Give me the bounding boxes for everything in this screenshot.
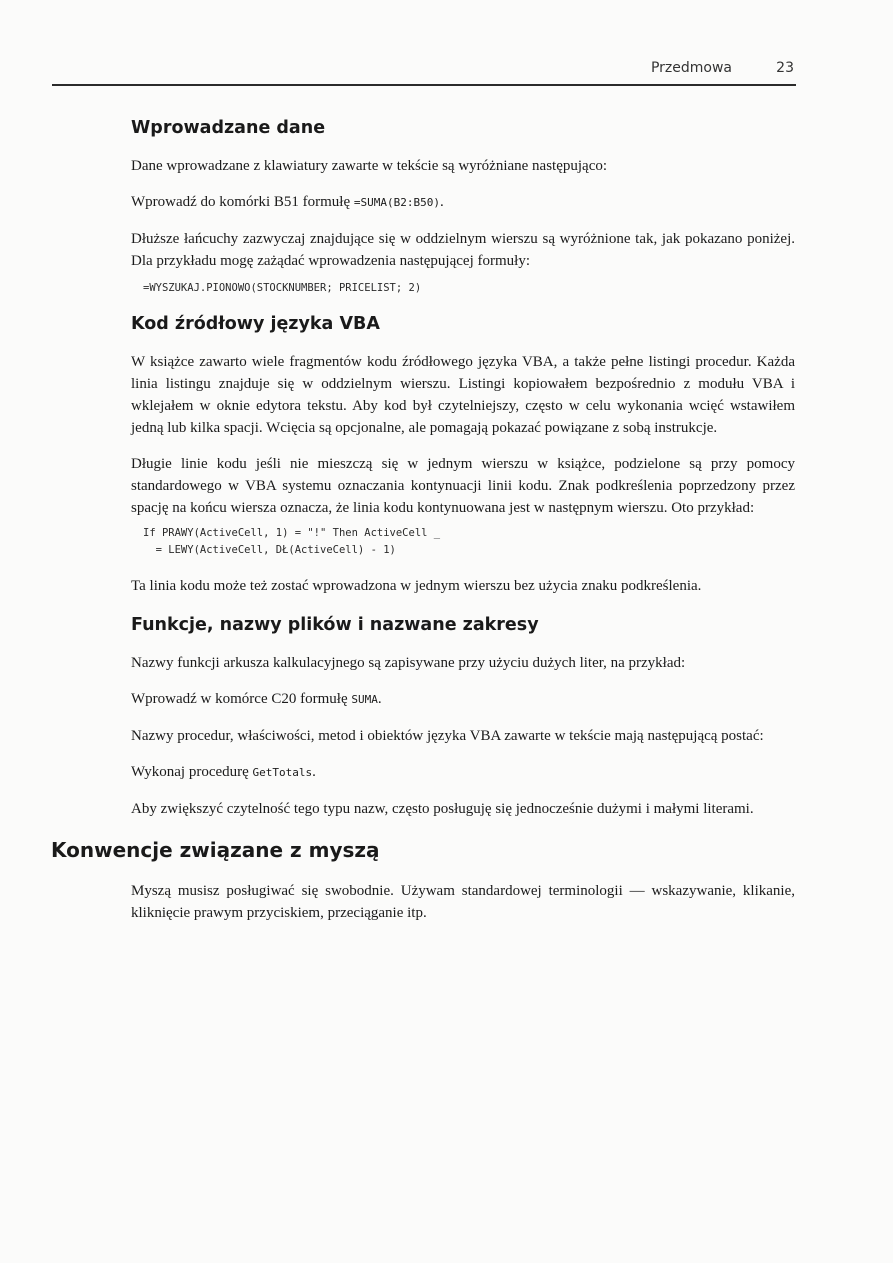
- paragraph: Dane wprowadzane z klawiatury zawarte w tekście są wyróżniane następująco:: [131, 158, 608, 174]
- text-run: .: [439, 194, 444, 210]
- paragraph: Długie linie kodu jeśli nie mieszczą się w jednym wierszu w książce, podzielone są przy pomocy standardowego w VBA systemu oznaczania kontynuacji linii kodu. Znak podkreślenia poprzedzony przez spację na końcu wiersza oznacza, że linia kodu kontynuowana jest w następnym wierszu. Oto przykład:: [131, 456, 795, 516]
- inline-code: SUMA: [351, 693, 378, 706]
- section-input-data: [131, 118, 795, 296]
- running-title: Przedmowa: [650, 60, 732, 76]
- inline-code: =SUMA(B2:B50): [353, 196, 440, 209]
- text-run: .: [377, 691, 382, 707]
- text-run: Wprowadź w komórce C20 formułę: [131, 691, 352, 707]
- section-heading: Wprowadzane dane: [131, 118, 326, 138]
- text-run: .: [312, 764, 316, 780]
- paragraph: Aby zwiększyć czytelność tego typu nazw, często posługuję się jednocześnie dużymi i małymi literami.: [131, 801, 754, 817]
- section-heading: Kod źródłowy języka VBA: [131, 314, 380, 334]
- code-line: = LEWY(ActiveCell, DŁ(ActiveCell) - 1): [143, 544, 396, 556]
- page-header: [52, 58, 796, 86]
- paragraph: Nazwy funkcji arkusza kalkulacyjnego są zapisywane przy użyciu dużych liter, na przykład:: [131, 655, 686, 671]
- paragraph: W książce zawarto wiele fragmentów kodu źródłowego języka VBA, a także pełne listingi procedur. Każda linia listingu znajduje się w oddzielnym wierszu. Listingi kopiowałem bezpośrednio z modułu VBA i wklejałem w oknie edytora tekstu. Aby kod był czytelniejszy, często w celu wykonania wcięć wstawiłem jedną lub kilka spacji. Wcięcia są opcjonalne, ale pomagają pokazać powiązane z sobą instrukcje.: [131, 354, 795, 436]
- paragraph: Ta linia kodu może też zostać wprowadzona w jednym wierszu bez użycia znaku podkreślenia.: [131, 578, 702, 594]
- section-mouse-conventions: [51, 838, 795, 924]
- page-body: [51, 118, 795, 942]
- code-line: If PRAWY(ActiveCell, 1) = "!" Then ActiveCell _: [143, 527, 441, 539]
- section-functions-names: [131, 615, 795, 820]
- code-block: [143, 525, 795, 559]
- paragraph: [131, 688, 795, 711]
- paragraph: Dłuższe łańcuchy zazwyczaj znajdujące się w oddzielnym wierszu są wyróżnione tak, jak pokazano poniżej. Dla przykładu mogę zażądać wprowadzenia następującej formuły:: [131, 231, 795, 269]
- major-heading: Konwencje związane z myszą: [51, 838, 380, 862]
- code-line: =WYSZUKAJ.PIONOWO(STOCKNUMBER; PRICELIST; 2): [143, 282, 422, 294]
- text-run: Wykonaj procedurę: [131, 764, 253, 780]
- paragraph: [131, 761, 795, 784]
- section-vba-source: [131, 314, 795, 597]
- paragraph: Myszą musisz posługiwać się swobodnie. Używam standardowej terminologii — wskazywanie, klikanie, kliknięcie prawym przyciskiem, przeciąganie itp.: [131, 883, 795, 921]
- paragraph: Nazwy procedur, właściwości, metod i obiektów języka VBA zawarte w tekście mają następującą postać:: [131, 728, 764, 744]
- inline-code: GetTotals: [252, 766, 313, 779]
- paragraph: [131, 191, 795, 214]
- text-run: Wprowadź do komórki B51 formułę: [131, 194, 354, 210]
- section-heading: Funkcje, nazwy plików i nazwane zakresy: [131, 615, 539, 635]
- page-number: 23: [776, 60, 794, 76]
